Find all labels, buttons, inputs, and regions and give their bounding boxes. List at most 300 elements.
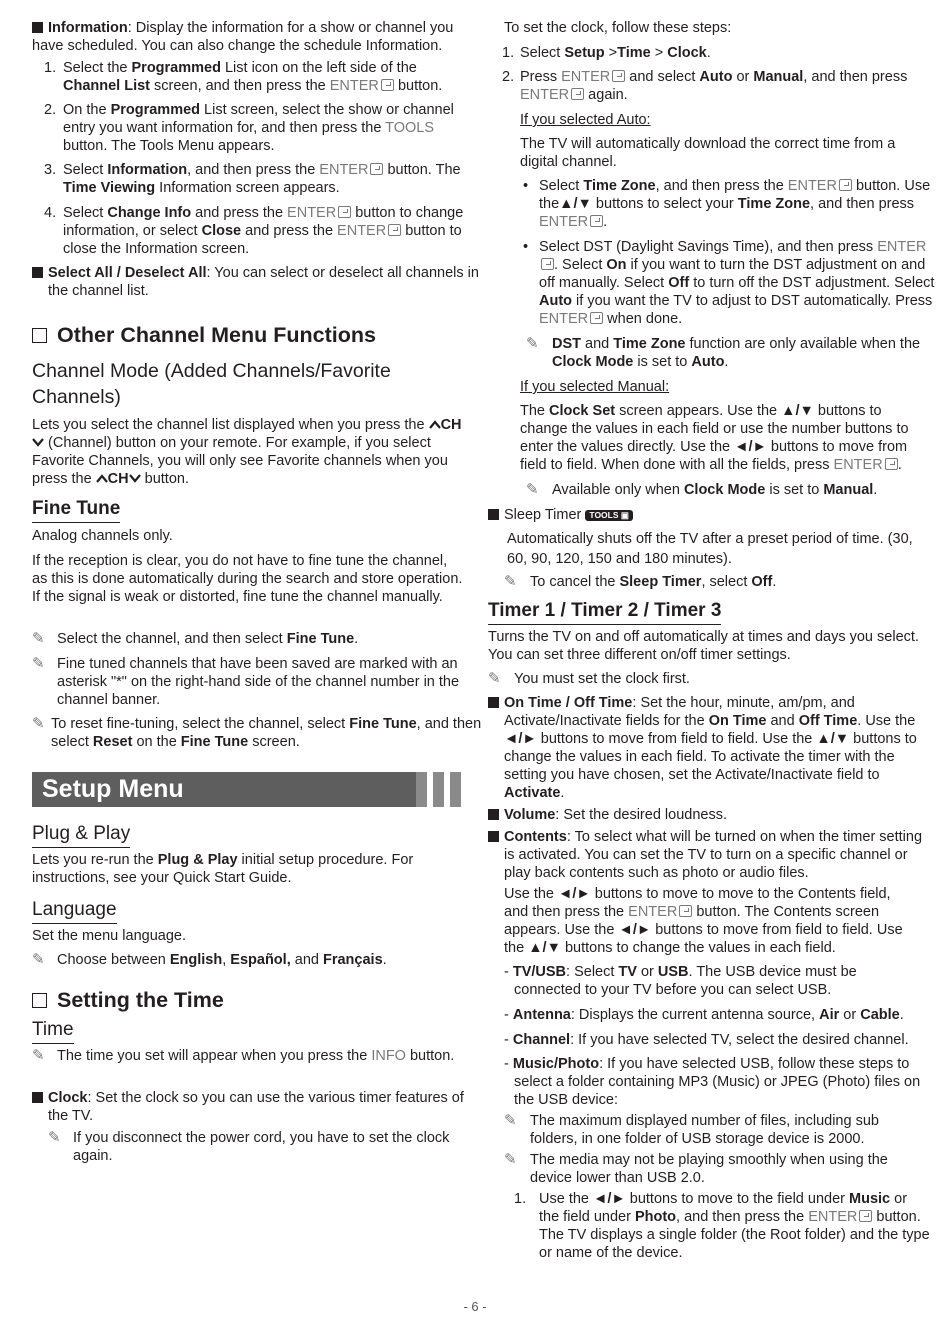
item-text: . Use the xyxy=(857,713,916,729)
language-heading xyxy=(32,898,117,924)
fine-tune-note-3 xyxy=(32,715,483,751)
note-text: Choose between xyxy=(57,952,170,968)
enter-key-label: ENTER xyxy=(808,1209,858,1225)
note-text: . xyxy=(873,482,878,498)
paragraph-text: Lets you re-run the xyxy=(32,852,158,868)
sleep-timer-label: Sleep Timer xyxy=(504,507,582,523)
note-text: and xyxy=(581,336,614,352)
note-text-bold: Manual xyxy=(823,482,874,498)
manual-note xyxy=(526,481,946,499)
step-text: . xyxy=(706,45,711,61)
dash-label: Channel xyxy=(512,1032,571,1048)
paragraph-text: The xyxy=(520,403,550,419)
step-text: , and then press xyxy=(803,69,908,85)
note-text: . xyxy=(724,354,729,370)
bullet-square-icon xyxy=(488,809,499,820)
dash-text-bold: Cable xyxy=(860,1007,900,1023)
note-text: screen. xyxy=(248,734,300,750)
tools-key-label: TOOLS xyxy=(385,120,435,136)
left-right-arrows-icon: ◄/► xyxy=(504,731,537,747)
note-text: . xyxy=(354,631,359,647)
clock-note xyxy=(48,1129,473,1165)
bullet-text-bold: Time Zone xyxy=(583,178,656,194)
step-text: or xyxy=(732,69,754,85)
dash-text-bold: USB xyxy=(657,964,689,980)
bullet-text-bold: Time Zone xyxy=(737,196,811,212)
info-step-3 xyxy=(44,161,473,197)
language-note xyxy=(32,951,489,969)
auto-subheading: If you selected Auto: xyxy=(520,112,651,128)
item-text: : To select what will be turned on when the timer setting is activated. You can set the TV to turn on a specific channel or play back contents such as photo or audio files. xyxy=(504,829,923,881)
pencil-note-icon: ✎ xyxy=(504,573,517,590)
enter-key-label: ENTER xyxy=(337,223,387,239)
item-text: buttons to move from field to field. Use the xyxy=(504,922,903,956)
enter-key-label: ENTER xyxy=(520,87,570,103)
step-text-bold: Auto xyxy=(699,69,733,85)
dash-text: : If you have selected TV, select the desired channel. xyxy=(570,1032,909,1048)
ch-text: CH xyxy=(107,471,129,487)
step-text: and press the xyxy=(191,205,288,221)
chevron-up-icon xyxy=(96,474,108,483)
item-label: Contents xyxy=(504,829,567,845)
language-text: Set the menu language. xyxy=(32,928,186,944)
item-text: buttons to move to move to the Contents field, and then press the xyxy=(504,886,891,920)
fine-tune-p2: If the reception is clear, you do not have to fine tune the channel, as this is done automatically during the search and store operation. If the signal is weak or distorted, fine tune the channel manually. xyxy=(32,553,463,605)
note-text: function are only available when the xyxy=(685,336,921,352)
dash-text: or xyxy=(839,1007,861,1023)
bullet-square-icon xyxy=(488,831,499,842)
note-text-bold: Reset xyxy=(92,734,133,750)
step-text: again. xyxy=(584,87,628,103)
step-text-bold: Programmed xyxy=(110,102,201,118)
enter-icon xyxy=(839,179,852,191)
note-text-bold: Français xyxy=(322,952,383,968)
information-item xyxy=(32,19,464,55)
dash-text: - xyxy=(504,964,513,980)
channel-mode-text xyxy=(32,416,464,488)
fine-tune-note-2 xyxy=(32,655,467,709)
step-text-bold: Clock xyxy=(667,45,707,61)
item-text: buttons to move from field to field. Use the xyxy=(536,731,817,747)
checkbox-square-icon xyxy=(32,328,47,343)
enter-icon xyxy=(388,224,401,236)
up-down-arrows-icon: ▲/▼ xyxy=(528,940,561,956)
paragraph-text: . xyxy=(897,457,902,473)
step-text-bold: Programmed xyxy=(131,60,221,76)
note-text: The media may not be playing smoothly when using the device lower than USB 2.0. xyxy=(530,1152,888,1186)
enter-icon xyxy=(541,258,554,270)
pencil-note-icon: ✎ xyxy=(32,655,45,672)
contents-antenna xyxy=(504,1006,930,1024)
note-text-bold: English xyxy=(169,952,223,968)
step-text: Select the xyxy=(63,60,132,76)
dash-text-bold: Air xyxy=(819,1007,840,1023)
step-text: > xyxy=(650,45,668,61)
enter-icon xyxy=(571,88,584,100)
note-text: on the xyxy=(132,734,181,750)
bullet-square-icon xyxy=(32,22,43,33)
enter-icon xyxy=(590,312,603,324)
step-text: Press xyxy=(520,69,562,85)
enter-key-label: ENTER xyxy=(539,311,589,327)
bullet-text: if you want to turn the DST adjustment on and off manually. Select xyxy=(539,257,926,291)
note-text: is set to xyxy=(765,482,824,498)
step-text: Use the xyxy=(539,1191,593,1207)
note-text: You must set the clock first. xyxy=(514,671,690,687)
enter-key-label: ENTER xyxy=(329,78,379,94)
enter-icon xyxy=(370,163,383,175)
timer-text: Turns the TV on and off automatically at times and days you select. You can set three different on/off timer settings. xyxy=(488,629,919,663)
clock-item xyxy=(32,1089,480,1125)
step-text-bold: Time xyxy=(617,45,651,61)
step-number: 4. xyxy=(44,205,57,221)
note-text: , select xyxy=(701,574,752,590)
pencil-note-icon: ✎ xyxy=(32,630,45,647)
step-text: , and then press the xyxy=(676,1209,809,1225)
bullet-text: . xyxy=(603,214,608,230)
note-text: The maximum displayed number of files, including sub folders, in one folder of USB storage device is 2000. xyxy=(530,1113,879,1147)
contents-tvusb xyxy=(504,963,914,999)
clock-step-2 xyxy=(502,68,938,104)
contents-music-photo xyxy=(504,1055,930,1109)
pencil-note-icon: ✎ xyxy=(32,1047,45,1064)
left-right-arrows-icon: ◄/► xyxy=(734,439,767,455)
music-note-2 xyxy=(504,1151,930,1187)
banner-bar-decoration xyxy=(433,772,444,807)
auto-note xyxy=(526,335,946,371)
info-key-label: INFO xyxy=(371,1048,406,1064)
paragraph-text: screen appears. Use the xyxy=(615,403,782,419)
up-down-arrows-icon: ▲/▼ xyxy=(816,731,850,747)
channel-mode-heading: Channel Mode (Added Channels/Favorite Channels) xyxy=(32,360,391,408)
enter-icon xyxy=(590,215,603,227)
note-text-bold: Fine Tune xyxy=(349,716,417,732)
sleep-timer-item xyxy=(488,506,920,524)
note-text-bold: Auto xyxy=(691,354,725,370)
chevron-down-icon xyxy=(32,438,44,447)
step-text: button. The TV displays a single folder (the Root folder) and the type or name of the device. xyxy=(539,1209,930,1261)
left-right-arrows-icon: ◄/► xyxy=(618,922,652,938)
info-step-1 xyxy=(44,59,473,95)
dash-text: - xyxy=(504,1007,513,1023)
up-down-arrows-icon: ▲/▼ xyxy=(559,196,592,212)
note-text: To reset fine-tuning, select the channel, select xyxy=(51,716,350,732)
page-number: - 6 - xyxy=(463,1299,487,1314)
dash-label: Music/Photo xyxy=(512,1056,600,1072)
item-label: On Time / Off Time xyxy=(504,695,633,711)
pencil-note-icon: ✎ xyxy=(526,481,539,498)
setting-time-heading xyxy=(32,987,464,1013)
step-text: button to close the Information screen. xyxy=(63,223,462,257)
auto-text: The TV will automatically download the correct time from a digital channel. xyxy=(520,136,896,170)
bullet-text: to turn off the DST adjustment. Select xyxy=(689,275,935,291)
step-text: buttons to move to the field under xyxy=(625,1191,850,1207)
timer-note xyxy=(488,670,946,688)
bullet-text: when done. xyxy=(603,311,683,327)
step-text: or the field under xyxy=(539,1191,908,1225)
pencil-note-icon: ✎ xyxy=(504,1112,517,1129)
step-text-bold: Time Viewing xyxy=(63,180,156,196)
dash-text: . The USB device must be connected to your TV before you can select USB. xyxy=(514,964,857,998)
clock-step-1 xyxy=(502,44,938,62)
item-text-bold: On Time xyxy=(708,713,767,729)
enter-key-label: ENTER xyxy=(539,214,589,230)
step-text: Select xyxy=(63,162,108,178)
bullet-text-bold: On xyxy=(606,257,627,273)
contents-channel xyxy=(504,1031,930,1049)
note-text-bold: Clock Mode xyxy=(683,482,766,498)
enter-icon xyxy=(679,905,692,917)
step-number: 1. xyxy=(44,60,57,76)
sleep-timer-note xyxy=(504,573,946,591)
note-text: The time you set will appear when you press the xyxy=(57,1048,372,1064)
on-off-time-item xyxy=(488,694,936,802)
enter-key-label: ENTER xyxy=(787,178,837,194)
bullet-dot-icon: • xyxy=(523,239,529,255)
paragraph-text: Lets you select the channel list displayed when you press the xyxy=(32,417,429,433)
step-text: Select xyxy=(520,45,565,61)
bullet-text: Select xyxy=(539,178,584,194)
pencil-note-icon: ✎ xyxy=(48,1129,61,1146)
paragraph-text-bold: Clock Set xyxy=(549,403,616,419)
step-text: On the xyxy=(63,102,111,118)
step-text: button. The xyxy=(383,162,461,178)
paragraph-text-bold: Plug & Play xyxy=(157,852,238,868)
note-text: If you disconnect the power cord, you have to set the clock again. xyxy=(73,1130,450,1164)
select-all-text: : You can select or deselect all channels in the channel list. xyxy=(48,265,479,299)
item-label: Volume xyxy=(504,807,556,823)
enter-icon xyxy=(612,70,625,82)
contents-item xyxy=(488,828,924,882)
note-text-bold: Time Zone xyxy=(613,336,686,352)
bullet-text-bold: Off xyxy=(668,275,690,291)
step-text: and press the xyxy=(241,223,338,239)
step-text: button. The Tools Menu appears. xyxy=(63,138,275,154)
info-step-4 xyxy=(44,204,473,258)
bullet-text: , and then press xyxy=(810,196,915,212)
sleep-timer-text: Automatically shuts off the TV after a preset period of time. (30, 60, 90, 120, 150 and 180 minutes). xyxy=(507,531,913,567)
step-text: button to change information, or select xyxy=(63,205,464,239)
note-text-bold: Español, xyxy=(230,952,291,968)
step-text: Select xyxy=(63,205,108,221)
note-text: , and then select xyxy=(51,716,482,750)
pencil-note-icon: ✎ xyxy=(504,1151,517,1168)
left-right-arrows-icon: ◄/► xyxy=(593,1191,626,1207)
time-heading xyxy=(32,1018,74,1044)
dash-text: : Select xyxy=(566,964,619,980)
note-text: button. xyxy=(405,1048,455,1064)
enter-key-label: ENTER xyxy=(319,162,369,178)
step-number: 3. xyxy=(44,162,57,178)
step-text: , and then press the xyxy=(187,162,320,178)
time-note xyxy=(32,1047,457,1065)
bullet-text: button. Use the xyxy=(539,178,931,212)
step-text: screen, and then press the xyxy=(150,78,330,94)
item-text: . xyxy=(560,785,565,801)
pencil-note-icon: ✎ xyxy=(32,951,45,968)
note-text: . xyxy=(382,952,387,968)
step-text: List icon on the left side of the xyxy=(220,60,417,76)
heading-text: Language xyxy=(32,898,117,924)
item-text: buttons to change the values in each field. To activate the timer with the setting you have chosen, set the Activate/Inactivate field to xyxy=(504,731,917,783)
dash-text: . xyxy=(899,1007,904,1023)
step-number: 1. xyxy=(514,1191,527,1207)
step-text: > xyxy=(604,45,618,61)
pencil-note-icon: ✎ xyxy=(488,670,501,687)
note-text-bold: Fine Tune xyxy=(286,631,355,647)
setup-menu-banner: Setup Menu xyxy=(32,772,420,807)
item-text: and xyxy=(766,713,799,729)
manual-subheading: If you selected Manual: xyxy=(520,379,670,395)
dash-text-bold: TV xyxy=(618,964,637,980)
bullet-text: if you want the TV to adjust to DST automatically. Press xyxy=(572,293,933,309)
clock-label: Clock xyxy=(48,1090,88,1106)
select-all-label: Select All / Deselect All xyxy=(48,265,207,281)
bullet-square-icon xyxy=(32,1092,43,1103)
ch-text: CH xyxy=(440,417,462,433)
step-text: button. xyxy=(393,78,443,94)
note-text: , xyxy=(222,952,231,968)
item-text: button. The Contents screen appears. Use the xyxy=(504,904,880,938)
paragraph-text: button. xyxy=(140,471,189,487)
step-number: 2. xyxy=(44,102,57,118)
left-right-arrows-icon: ◄/► xyxy=(558,886,591,902)
auto-bullet-1 xyxy=(520,177,937,231)
enter-key-label: ENTER xyxy=(833,457,883,473)
item-text-bold: Activate xyxy=(504,785,561,801)
step-text-bold: Close xyxy=(201,223,242,239)
information-label: Information xyxy=(48,20,128,36)
note-text: is set to xyxy=(633,354,692,370)
note-text: Select the channel, and then select xyxy=(57,631,287,647)
dash-text: - xyxy=(504,1056,513,1072)
contents-text-2 xyxy=(504,885,914,957)
bullet-dot-icon: • xyxy=(523,178,529,194)
step-text-bold: Information xyxy=(107,162,188,178)
step-text: List screen, select the show or channel entry you want information for, and then press the xyxy=(63,102,454,136)
dash-label: TV/USB xyxy=(512,964,567,980)
banner-bar-decoration xyxy=(450,772,461,807)
step-text-bold: Photo xyxy=(634,1209,677,1225)
bullet-square-icon xyxy=(488,697,499,708)
note-text-bold: DST xyxy=(552,336,581,352)
step-text-bold: Setup xyxy=(564,45,605,61)
bullet-square-icon xyxy=(32,267,43,278)
bullet-text-bold: Auto xyxy=(539,293,573,309)
step-text-bold: Channel List xyxy=(63,78,151,94)
step-number: 1. xyxy=(502,45,515,61)
dash-label: Antenna xyxy=(512,1007,571,1023)
dash-text: or xyxy=(636,964,658,980)
note-text-bold: Off xyxy=(751,574,773,590)
other-functions-heading xyxy=(32,322,464,348)
item-text-bold: Off Time xyxy=(798,713,858,729)
note-text: To cancel the xyxy=(530,574,620,590)
timer-heading xyxy=(488,599,721,625)
bullet-text: buttons to select your xyxy=(591,196,738,212)
pencil-note-icon: ✎ xyxy=(32,715,45,732)
tools-badge-text: TOOLS xyxy=(589,510,619,520)
fine-tune-heading xyxy=(32,497,120,523)
note-text: . xyxy=(772,574,777,590)
item-text: : Set the hour, minute, am/pm, and Activate/Inactivate fields for the xyxy=(504,695,855,729)
enter-icon xyxy=(381,79,394,91)
note-text-bold: Fine Tune xyxy=(180,734,249,750)
fine-tune-note-1 xyxy=(32,630,489,648)
manual-text xyxy=(520,402,920,474)
paragraph-text: initial setup procedure. For instructions, see your Quick Start Guide. xyxy=(32,852,414,886)
item-text: buttons to change the values in each field. xyxy=(560,940,836,956)
note-text: Fine tuned channels that have been saved are marked with an asterisk "*" on the right-hand side of the channel number in the channel banner. xyxy=(57,656,460,708)
enter-icon xyxy=(338,206,351,218)
dash-text: - xyxy=(504,1032,513,1048)
pencil-note-icon: ✎ xyxy=(526,335,539,352)
ch-up-down-label xyxy=(96,471,141,487)
heading-text: Timer 1 / Timer 2 / Timer 3 xyxy=(488,599,721,625)
information-text: : Display the information for a show or channel you have scheduled. You can also change the schedule Information. xyxy=(32,20,454,54)
enter-key-label: ENTER xyxy=(877,239,927,255)
select-all-item xyxy=(32,264,480,300)
step-text-bold: Music xyxy=(849,1191,891,1207)
plug-play-heading xyxy=(32,822,130,848)
note-text: Available only when xyxy=(552,482,684,498)
step-text-bold: Change Info xyxy=(107,205,192,221)
enter-key-label: ENTER xyxy=(561,69,611,85)
heading-text: Plug & Play xyxy=(32,822,130,848)
checkbox-square-icon xyxy=(32,993,47,1008)
info-step-2 xyxy=(44,101,473,155)
chevron-down-icon xyxy=(129,474,141,483)
heading-text: Setting the Time xyxy=(57,988,224,1012)
bullet-text: , and then press the xyxy=(655,178,788,194)
step-number: 2. xyxy=(502,69,515,85)
dash-text: : If you have selected USB, follow these steps to select a folder containing MP3 (Music) or JPEG (Photo) files on the USB device: xyxy=(514,1056,921,1108)
fine-tune-p1: Analog channels only. xyxy=(32,528,173,544)
step-text: and select xyxy=(625,69,700,85)
enter-key-label: ENTER xyxy=(628,904,678,920)
note-text-bold: Sleep Timer xyxy=(619,574,702,590)
note-text: and xyxy=(290,952,323,968)
step-text-bold: Manual xyxy=(753,69,804,85)
heading-text: Other Channel Menu Functions xyxy=(57,323,376,347)
music-note-1 xyxy=(504,1112,930,1148)
step-text: Information screen appears. xyxy=(155,180,340,196)
volume-item xyxy=(488,806,920,824)
bullet-square-icon xyxy=(488,509,499,520)
chevron-up-icon xyxy=(429,420,441,429)
banner-bar-decoration xyxy=(416,772,427,807)
enter-icon xyxy=(885,458,898,470)
heading-text: Time xyxy=(32,1018,74,1044)
paragraph-text: (Channel) button on your remote. For example, if you select Favorite Channels, you will only see Favorite channels when you press the xyxy=(32,435,448,487)
clock-text: : Set the clock so you can use the various timer features of the TV. xyxy=(48,1090,464,1124)
heading-text: Fine Tune xyxy=(32,497,120,523)
music-step-1 xyxy=(514,1190,931,1262)
item-text: : Set the desired loudness. xyxy=(555,807,727,823)
note-text-bold: Clock Mode xyxy=(552,354,634,370)
tools-badge-icon: TOOLS ▣ xyxy=(585,510,633,521)
dash-text: : Displays the current antenna source, xyxy=(570,1007,820,1023)
enter-icon xyxy=(859,1210,872,1222)
enter-key-label: ENTER xyxy=(287,205,337,221)
bullet-text: Select DST (Daylight Savings Time), and then press xyxy=(539,239,878,255)
auto-bullet-2 xyxy=(520,238,937,328)
paragraph-text: buttons to change the values in each field or use the number buttons to enter the values directly. Use the xyxy=(520,403,909,455)
up-down-arrows-icon: ▲/▼ xyxy=(781,403,814,419)
set-clock-intro: To set the clock, follow these steps: xyxy=(504,20,732,36)
paragraph-text: buttons to move from field to field. When done with all the fields, press xyxy=(520,439,908,473)
plug-play-text xyxy=(32,851,464,887)
